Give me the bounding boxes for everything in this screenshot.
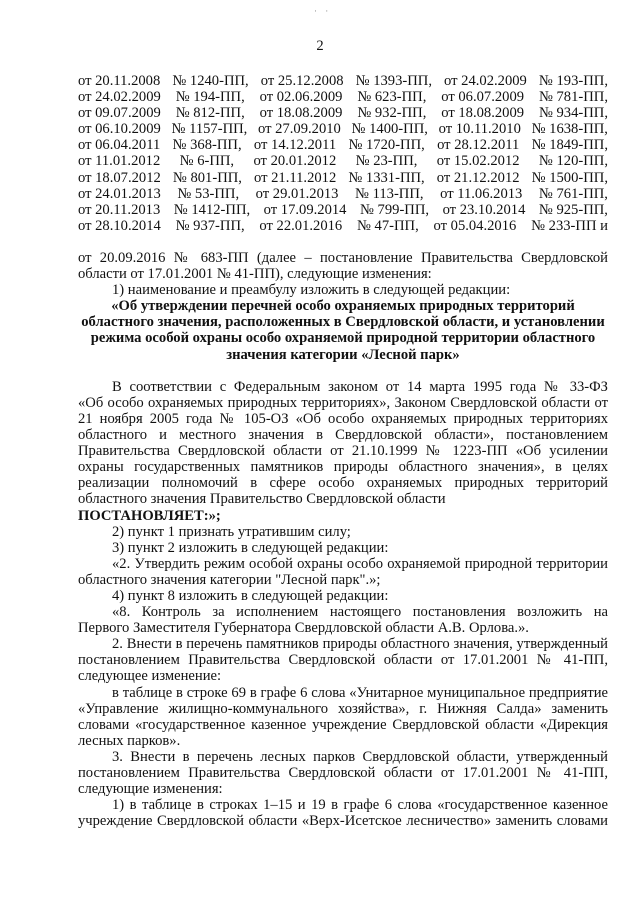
reference-cell: от 18.08.2009 <box>441 105 525 122</box>
text-line: «8. Контроль за исполнением настоящего постановления возложить на <box>112 604 608 621</box>
document-body <box>78 250 608 829</box>
reference-cell: № 194-ПП, <box>175 89 245 106</box>
text-line: постановлением Правительства Свердловской области от 17.01.2001 № 41-ПП, <box>78 652 608 669</box>
reference-cell: от 18.08.2009 <box>259 105 343 122</box>
text-line: «Управление жилищно-коммунального хозяйства», г. Нижняя Салда» заменить <box>78 700 608 717</box>
reference-cell: № 233-ПП и <box>531 217 608 234</box>
text-line: «2. Утвердить режим особой охраны особо охраняемой природной территории <box>112 555 608 572</box>
text-line: в таблице в строке 69 в графе 6 слова «Унитарное муниципальное предприятие <box>112 684 608 701</box>
reference-cell: от 27.09.2010 <box>258 121 341 138</box>
blank-line <box>78 363 608 379</box>
reference-cell: от 18.07.2012 <box>78 169 161 186</box>
reference-cell: № 937-ПП, <box>175 217 245 234</box>
reference-cell: от 28.12.2011 <box>437 137 520 154</box>
text-line: следующие изменения: <box>78 781 223 798</box>
text-line: областного значения, расположенных в Свердловской области, и установлении <box>81 314 605 331</box>
reference-cell: от 09.07.2009 <box>78 105 161 122</box>
reference-cell: № 1849-ПП, <box>531 137 608 154</box>
reference-cell: № 113-ПП, <box>355 185 424 202</box>
reference-cell: № 801-ПП, <box>172 169 242 186</box>
reference-cell: № 1638-ПП, <box>531 121 608 138</box>
reference-cell: № 812-ПП, <box>175 105 245 122</box>
reference-row <box>78 153 608 169</box>
text-line: реализации полномочий в сфере особо охраняемых природных территорий <box>78 475 608 492</box>
reference-cell: от 06.04.2011 <box>78 137 161 154</box>
text-line: областного и местного значения в Свердловской области», постановлением <box>78 427 608 444</box>
text-line: охраны государственных памятников природы областного значения», в целях <box>78 459 608 476</box>
reference-cell: № 47-ПП, <box>356 217 419 234</box>
text-line: Первого Заместителя Губернатора Свердловской области А.В. Орлова.». <box>78 620 529 637</box>
reference-cell: от 20.11.2013 <box>78 201 161 218</box>
reference-cell: от 11.06.2013 <box>440 185 523 202</box>
text-line: областного значения Правительство Свердловской области <box>78 491 446 508</box>
text-line: ПОСТАНОВЛЯЕТ:»; <box>78 507 221 524</box>
reference-cell: от 24.01.2013 <box>78 185 161 202</box>
reference-cell: от 28.10.2014 <box>78 217 161 234</box>
reference-cell: от 10.11.2010 <box>438 121 521 138</box>
reference-cell: от 15.02.2012 <box>436 153 520 170</box>
reference-cell: № 761-ПП, <box>538 185 608 202</box>
text-line: 3. Внести в перечень лесных парков Свердловской области, утвержденный <box>112 748 608 765</box>
text-line: от 20.09.2016 № 683-ПП (далее – постановление Правительства Свердловской <box>78 250 608 266</box>
reference-cell: от 06.07.2009 <box>441 89 525 106</box>
text-line: 1) наименование и преамбулу изложить в следующей редакции: <box>112 282 511 299</box>
reference-cell: от 21.12.2012 <box>436 169 520 186</box>
reference-cell: № 781-ПП, <box>538 89 608 106</box>
reference-cell: от 29.01.2013 <box>255 185 339 202</box>
reference-cell: № 1500-ПП, <box>531 169 608 186</box>
reference-cell: от 02.06.2009 <box>259 89 343 106</box>
reference-cell: № 799-ПП, <box>359 201 430 218</box>
reference-cell: № 934-ПП, <box>538 105 608 122</box>
reference-cell: № 120-ПП, <box>538 153 608 170</box>
reference-cell: № 1720-ПП, <box>348 137 425 154</box>
text-line: 4) пункт 8 изложить в следующей редакции: <box>112 587 389 604</box>
text-line: 21 ноября 2005 года № 105-ОЗ «Об особо охраняемых природных территориях <box>78 410 608 427</box>
reference-row <box>78 105 608 121</box>
reference-cell: от 14.12.2011 <box>253 137 337 154</box>
text-line: следующее изменение: <box>78 668 222 685</box>
text-line: Правительства Свердловской области от 21.10.1999 № 1223-ПП «Об усилении <box>78 443 608 460</box>
text-line: учреждение Свердловской области «Верх-Исетское лесничество» заменить словами <box>78 813 608 830</box>
reference-cell: № 6-ПП, <box>179 153 235 170</box>
reference-cell: от 06.10.2009 <box>78 121 161 138</box>
reference-row <box>78 73 608 89</box>
reference-row <box>78 170 608 186</box>
text-line: области от 17.01.2001 № 41-ПП), следующие изменения: <box>78 266 432 283</box>
reference-cell: от 24.02.2009 <box>78 89 161 106</box>
text-line: «Об утверждении перечней особо охраняемых природных территорий <box>111 298 575 315</box>
reference-cell: № 1412-ПП, <box>173 201 251 218</box>
reference-cell: от 22.01.2016 <box>259 217 343 234</box>
reference-cell: № 1400-ПП, <box>351 121 428 138</box>
reference-cell: № 932-ПП, <box>357 105 427 122</box>
reference-cell: № 53-ПП, <box>177 185 240 202</box>
reference-cell: от 24.02.2009 <box>444 73 527 89</box>
reference-row <box>78 186 608 202</box>
reference-row <box>78 218 608 234</box>
reference-row <box>78 121 608 137</box>
text-line: областного значения категории "Лесной парк".»; <box>78 571 381 588</box>
reference-cell: от 05.04.2016 <box>433 217 517 234</box>
reference-cell: № 623-ПП, <box>357 89 427 106</box>
reference-cell: № 925-ПП, <box>538 201 608 218</box>
reference-cell: № 1157-ПП, <box>171 121 248 138</box>
reference-cell: № 1240-ПП, <box>172 73 249 89</box>
text-line: словами «государственное казенное учреждение Свердловской области «Дирекция <box>78 716 608 733</box>
reference-cell: от 23.10.2014 <box>442 201 526 218</box>
text-line: значения категории «Лесной парк» <box>226 346 460 363</box>
text-line: режима особой охраны особо охраняемой природной территории областного <box>90 330 596 347</box>
text-line: постановлением Правительства Свердловской области от 17.01.2001 № 41-ПП, <box>78 765 608 781</box>
text-line: «Об особо охраняемых природных территориях», Законом Свердловской области от <box>78 394 608 411</box>
text-line: 3) пункт 2 изложить в следующей редакции: <box>112 539 389 556</box>
reference-cell: от 20.01.2012 <box>253 153 337 170</box>
text-line: 2) пункт 1 признать утратившим силу; <box>112 523 351 540</box>
page-number: 2 <box>316 38 324 54</box>
reference-cell: № 1393-ПП, <box>355 73 432 89</box>
reference-cell: от 20.11.2008 <box>78 73 161 89</box>
text-line: 2. Внести в перечень памятников природы областного значения, утвержденный <box>112 636 608 653</box>
text-line: 1) в таблице в строках 1–15 и 19 в графе 6 слова «государственное казенное <box>112 797 608 814</box>
reference-cell: № 23-ПП, <box>355 153 418 170</box>
text-line: лесных парков». <box>78 732 181 749</box>
reference-cell: № 193-ПП, <box>538 73 608 89</box>
reference-cell: от 21.11.2012 <box>254 169 337 186</box>
reference-row <box>78 137 608 153</box>
reference-cell: от 17.09.2014 <box>263 201 347 218</box>
reference-row <box>78 89 608 105</box>
text-line: В соответствии с Федеральным законом от 14 марта 1995 года № 33-ФЗ <box>112 378 608 395</box>
reference-row <box>78 202 608 218</box>
reference-cell: № 368-ПП, <box>172 137 242 154</box>
reference-cell: от 25.12.2008 <box>260 73 344 89</box>
reference-list <box>78 73 608 234</box>
top-marks: · · <box>314 6 332 16</box>
reference-cell: от 11.01.2012 <box>78 153 161 170</box>
reference-cell: № 1331-ПП, <box>348 169 425 186</box>
